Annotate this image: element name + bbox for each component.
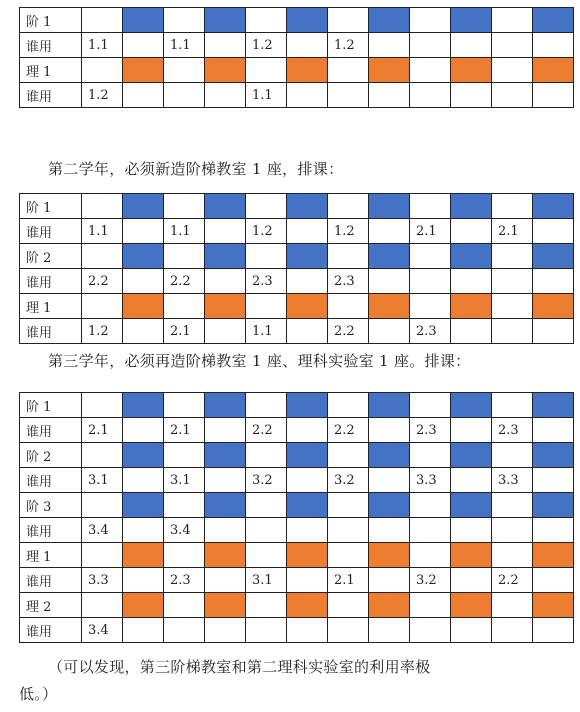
blue-slot-cell — [533, 244, 574, 269]
empty-cell — [205, 33, 246, 58]
user-value-cell: 2.2 — [164, 269, 205, 294]
schedule-table-year3 — [19, 392, 574, 643]
empty-cell — [369, 219, 410, 244]
room-row — [20, 8, 574, 33]
empty-cell — [246, 543, 287, 568]
empty-cell — [164, 443, 205, 468]
user-value-cell: 2.3 — [410, 319, 451, 344]
empty-cell — [287, 83, 328, 108]
empty-cell — [533, 468, 574, 493]
orange-slot-cell — [451, 58, 492, 83]
empty-cell — [246, 493, 287, 518]
user-value-cell: 1.1 — [82, 219, 123, 244]
blue-slot-cell — [533, 194, 574, 219]
empty-cell — [287, 618, 328, 643]
room-row — [20, 543, 574, 568]
empty-cell — [492, 593, 533, 618]
row-label: 谁用 — [20, 33, 82, 58]
user-value-cell: 2.2 — [492, 568, 533, 593]
empty-cell — [164, 8, 205, 33]
blue-slot-cell — [369, 244, 410, 269]
empty-cell — [451, 468, 492, 493]
note-line-2: 低。） — [19, 685, 58, 703]
empty-cell — [533, 219, 574, 244]
user-value-cell: 1.1 — [164, 219, 205, 244]
blue-slot-cell — [123, 194, 164, 219]
row-label: 谁用 — [20, 468, 82, 493]
empty-cell — [492, 194, 533, 219]
empty-cell — [246, 194, 287, 219]
room-row — [20, 194, 574, 219]
empty-cell — [410, 83, 451, 108]
empty-cell — [410, 269, 451, 294]
blue-slot-cell — [205, 8, 246, 33]
empty-cell — [533, 618, 574, 643]
user-value-cell: 2.1 — [164, 418, 205, 443]
user-value-cell: 1.2 — [82, 83, 123, 108]
empty-cell — [369, 418, 410, 443]
user-value-cell: 3.4 — [82, 618, 123, 643]
orange-slot-cell — [451, 294, 492, 319]
blue-slot-cell — [533, 493, 574, 518]
empty-cell — [287, 219, 328, 244]
row-label: 理 1 — [20, 543, 82, 568]
blue-slot-cell — [533, 443, 574, 468]
empty-cell — [123, 618, 164, 643]
empty-cell — [492, 543, 533, 568]
user-row — [20, 618, 574, 643]
empty-cell — [164, 493, 205, 518]
empty-cell — [123, 269, 164, 294]
empty-cell — [82, 393, 123, 418]
empty-cell — [410, 543, 451, 568]
orange-slot-cell — [533, 543, 574, 568]
empty-cell — [492, 393, 533, 418]
orange-slot-cell — [369, 543, 410, 568]
empty-cell — [287, 319, 328, 344]
empty-cell — [451, 83, 492, 108]
empty-cell — [410, 33, 451, 58]
empty-cell — [328, 493, 369, 518]
empty-cell — [328, 194, 369, 219]
empty-cell — [246, 393, 287, 418]
orange-slot-cell — [123, 543, 164, 568]
row-label: 阶 2 — [20, 244, 82, 269]
empty-cell — [246, 593, 287, 618]
empty-cell — [369, 269, 410, 294]
blue-slot-cell — [369, 8, 410, 33]
user-value-cell: 3.3 — [82, 568, 123, 593]
empty-cell — [410, 393, 451, 418]
empty-cell — [328, 83, 369, 108]
user-value-cell: 1.1 — [82, 33, 123, 58]
user-row — [20, 468, 574, 493]
empty-cell — [123, 33, 164, 58]
blue-slot-cell — [205, 443, 246, 468]
empty-cell — [451, 618, 492, 643]
user-value-cell: 2.3 — [328, 269, 369, 294]
blue-slot-cell — [451, 493, 492, 518]
empty-cell — [492, 8, 533, 33]
empty-cell — [164, 393, 205, 418]
empty-cell — [492, 443, 533, 468]
row-label: 谁用 — [20, 568, 82, 593]
user-value-cell: 3.4 — [164, 518, 205, 543]
empty-cell — [451, 518, 492, 543]
empty-cell — [246, 58, 287, 83]
user-value-cell: 3.2 — [328, 468, 369, 493]
user-value-cell: 1.2 — [82, 319, 123, 344]
empty-cell — [492, 58, 533, 83]
empty-cell — [82, 294, 123, 319]
orange-slot-cell — [205, 294, 246, 319]
row-label: 谁用 — [20, 418, 82, 443]
empty-cell — [205, 83, 246, 108]
empty-cell — [369, 518, 410, 543]
empty-cell — [369, 468, 410, 493]
empty-cell — [205, 568, 246, 593]
empty-cell — [205, 219, 246, 244]
empty-cell — [246, 618, 287, 643]
empty-cell — [410, 493, 451, 518]
blue-slot-cell — [287, 493, 328, 518]
user-value-cell: 3.2 — [410, 568, 451, 593]
year3-paragraph: 第三学年，必须再造阶梯教室 1 座、理科实验室 1 座。排课： — [48, 352, 471, 370]
row-label: 理 1 — [20, 58, 82, 83]
orange-slot-cell — [287, 543, 328, 568]
empty-cell — [164, 58, 205, 83]
user-row — [20, 269, 574, 294]
empty-cell — [328, 618, 369, 643]
year2-paragraph: 第二学年，必须新造阶梯教室 1 座，排课： — [48, 160, 344, 178]
orange-slot-cell — [123, 593, 164, 618]
row-label: 理 2 — [20, 593, 82, 618]
empty-cell — [369, 33, 410, 58]
user-value-cell: 2.3 — [164, 568, 205, 593]
room-row — [20, 58, 574, 83]
empty-cell — [164, 244, 205, 269]
orange-slot-cell — [287, 294, 328, 319]
orange-slot-cell — [451, 593, 492, 618]
blue-slot-cell — [451, 393, 492, 418]
empty-cell — [328, 58, 369, 83]
empty-cell — [451, 219, 492, 244]
note-line-1: （可以发现，第三阶梯教室和第二理科实验室的利用率极 — [48, 658, 431, 676]
empty-cell — [328, 443, 369, 468]
empty-cell — [82, 58, 123, 83]
blue-slot-cell — [123, 8, 164, 33]
user-value-cell: 3.2 — [246, 468, 287, 493]
user-value-cell: 3.1 — [164, 468, 205, 493]
blue-slot-cell — [205, 244, 246, 269]
empty-cell — [164, 294, 205, 319]
empty-cell — [246, 518, 287, 543]
empty-cell — [328, 543, 369, 568]
empty-cell — [492, 493, 533, 518]
blue-slot-cell — [533, 8, 574, 33]
empty-cell — [492, 269, 533, 294]
blue-slot-cell — [451, 194, 492, 219]
blue-slot-cell — [533, 393, 574, 418]
empty-cell — [123, 219, 164, 244]
empty-cell — [492, 244, 533, 269]
blue-slot-cell — [123, 244, 164, 269]
empty-cell — [451, 33, 492, 58]
empty-cell — [123, 568, 164, 593]
empty-cell — [492, 294, 533, 319]
empty-cell — [246, 294, 287, 319]
empty-cell — [164, 593, 205, 618]
user-value-cell: 3.3 — [492, 468, 533, 493]
empty-cell — [369, 618, 410, 643]
blue-slot-cell — [205, 194, 246, 219]
empty-cell — [410, 58, 451, 83]
empty-cell — [410, 8, 451, 33]
row-label: 谁用 — [20, 319, 82, 344]
room-row — [20, 244, 574, 269]
user-row — [20, 418, 574, 443]
empty-cell — [246, 443, 287, 468]
empty-cell — [451, 319, 492, 344]
empty-cell — [328, 294, 369, 319]
blue-slot-cell — [287, 443, 328, 468]
user-row — [20, 568, 574, 593]
room-row — [20, 294, 574, 319]
empty-cell — [533, 33, 574, 58]
empty-cell — [410, 294, 451, 319]
blue-slot-cell — [287, 8, 328, 33]
orange-slot-cell — [205, 58, 246, 83]
user-value-cell: 2.1 — [328, 568, 369, 593]
orange-slot-cell — [369, 58, 410, 83]
empty-cell — [246, 8, 287, 33]
empty-cell — [492, 518, 533, 543]
row-label: 阶 1 — [20, 8, 82, 33]
blue-slot-cell — [205, 393, 246, 418]
user-value-cell: 1.2 — [246, 219, 287, 244]
user-value-cell: 2.2 — [328, 418, 369, 443]
empty-cell — [82, 593, 123, 618]
user-value-cell: 1.1 — [246, 83, 287, 108]
room-row — [20, 393, 574, 418]
row-label: 谁用 — [20, 618, 82, 643]
empty-cell — [451, 418, 492, 443]
user-value-cell: 3.1 — [246, 568, 287, 593]
user-value-cell: 2.2 — [246, 418, 287, 443]
blue-slot-cell — [451, 244, 492, 269]
row-label: 阶 1 — [20, 194, 82, 219]
empty-cell — [369, 568, 410, 593]
user-value-cell: 2.1 — [82, 418, 123, 443]
empty-cell — [533, 83, 574, 108]
empty-cell — [492, 83, 533, 108]
blue-slot-cell — [123, 493, 164, 518]
empty-cell — [287, 33, 328, 58]
user-value-cell: 3.4 — [82, 518, 123, 543]
empty-cell — [410, 443, 451, 468]
blue-slot-cell — [287, 393, 328, 418]
user-value-cell: 3.3 — [410, 468, 451, 493]
user-value-cell: 2.2 — [328, 319, 369, 344]
empty-cell — [410, 618, 451, 643]
user-value-cell: 1.2 — [328, 219, 369, 244]
user-row — [20, 33, 574, 58]
empty-cell — [205, 418, 246, 443]
user-value-cell: 1.1 — [246, 319, 287, 344]
orange-slot-cell — [123, 58, 164, 83]
empty-cell — [82, 244, 123, 269]
empty-cell — [328, 518, 369, 543]
blue-slot-cell — [287, 244, 328, 269]
schedule-table-year2 — [19, 193, 574, 344]
user-value-cell: 1.2 — [328, 33, 369, 58]
empty-cell — [328, 8, 369, 33]
empty-cell — [287, 418, 328, 443]
row-label: 谁用 — [20, 518, 82, 543]
orange-slot-cell — [287, 593, 328, 618]
empty-cell — [533, 269, 574, 294]
user-row — [20, 83, 574, 108]
user-value-cell: 1.2 — [246, 33, 287, 58]
empty-cell — [123, 83, 164, 108]
empty-cell — [164, 618, 205, 643]
blue-slot-cell — [123, 393, 164, 418]
empty-cell — [492, 33, 533, 58]
orange-slot-cell — [205, 593, 246, 618]
blue-slot-cell — [205, 493, 246, 518]
empty-cell — [287, 568, 328, 593]
user-row — [20, 219, 574, 244]
empty-cell — [123, 518, 164, 543]
blue-slot-cell — [369, 393, 410, 418]
blue-slot-cell — [287, 194, 328, 219]
user-value-cell: 2.1 — [492, 219, 533, 244]
empty-cell — [410, 593, 451, 618]
empty-cell — [164, 194, 205, 219]
empty-cell — [205, 468, 246, 493]
empty-cell — [369, 83, 410, 108]
orange-slot-cell — [123, 294, 164, 319]
row-label: 阶 1 — [20, 393, 82, 418]
empty-cell — [82, 543, 123, 568]
empty-cell — [410, 244, 451, 269]
row-label: 理 1 — [20, 294, 82, 319]
blue-slot-cell — [369, 493, 410, 518]
empty-cell — [82, 8, 123, 33]
orange-slot-cell — [287, 58, 328, 83]
room-row — [20, 493, 574, 518]
empty-cell — [410, 194, 451, 219]
user-value-cell: 2.1 — [164, 319, 205, 344]
empty-cell — [410, 518, 451, 543]
blue-slot-cell — [369, 443, 410, 468]
empty-cell — [451, 568, 492, 593]
orange-slot-cell — [369, 294, 410, 319]
empty-cell — [164, 83, 205, 108]
empty-cell — [328, 393, 369, 418]
empty-cell — [123, 468, 164, 493]
empty-cell — [533, 319, 574, 344]
user-row — [20, 518, 574, 543]
blue-slot-cell — [123, 443, 164, 468]
user-value-cell: 3.1 — [82, 468, 123, 493]
empty-cell — [328, 593, 369, 618]
empty-cell — [287, 468, 328, 493]
empty-cell — [533, 568, 574, 593]
empty-cell — [492, 319, 533, 344]
row-label: 阶 3 — [20, 493, 82, 518]
empty-cell — [533, 418, 574, 443]
orange-slot-cell — [533, 593, 574, 618]
user-row — [20, 319, 574, 344]
empty-cell — [451, 269, 492, 294]
blue-slot-cell — [451, 443, 492, 468]
user-value-cell: 2.3 — [246, 269, 287, 294]
user-value-cell: 2.1 — [410, 219, 451, 244]
empty-cell — [492, 618, 533, 643]
row-label: 谁用 — [20, 83, 82, 108]
user-value-cell: 1.1 — [164, 33, 205, 58]
empty-cell — [123, 319, 164, 344]
empty-cell — [123, 418, 164, 443]
empty-cell — [82, 194, 123, 219]
user-value-cell: 2.3 — [492, 418, 533, 443]
room-row — [20, 443, 574, 468]
row-label: 谁用 — [20, 219, 82, 244]
empty-cell — [328, 244, 369, 269]
empty-cell — [205, 269, 246, 294]
orange-slot-cell — [533, 58, 574, 83]
row-label: 阶 2 — [20, 443, 82, 468]
orange-slot-cell — [205, 543, 246, 568]
orange-slot-cell — [369, 593, 410, 618]
empty-cell — [533, 518, 574, 543]
blue-slot-cell — [451, 8, 492, 33]
room-row — [20, 593, 574, 618]
orange-slot-cell — [451, 543, 492, 568]
row-label: 谁用 — [20, 269, 82, 294]
user-value-cell: 2.3 — [410, 418, 451, 443]
user-value-cell: 2.2 — [82, 269, 123, 294]
empty-cell — [287, 269, 328, 294]
empty-cell — [205, 319, 246, 344]
empty-cell — [205, 618, 246, 643]
empty-cell — [287, 518, 328, 543]
orange-slot-cell — [533, 294, 574, 319]
empty-cell — [82, 443, 123, 468]
empty-cell — [164, 543, 205, 568]
blue-slot-cell — [369, 194, 410, 219]
empty-cell — [369, 319, 410, 344]
schedule-table-year1 — [19, 7, 574, 108]
empty-cell — [246, 244, 287, 269]
empty-cell — [82, 493, 123, 518]
empty-cell — [205, 518, 246, 543]
